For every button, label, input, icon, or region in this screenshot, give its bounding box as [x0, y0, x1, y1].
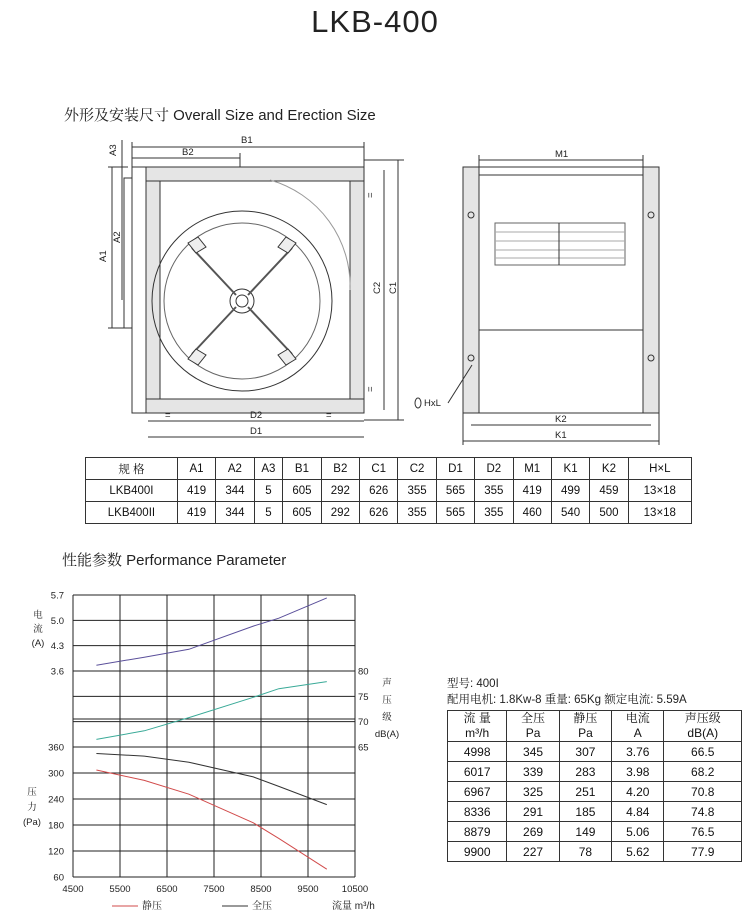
dim-c2-label: C2: [372, 281, 383, 294]
current-tick-label: 5.0: [50, 615, 64, 627]
side-view-drawing: [410, 145, 680, 445]
table-cell: 419: [513, 480, 551, 502]
table-cell: 4998: [448, 742, 507, 762]
table-row: [86, 480, 692, 502]
dim-k1-label: K1: [555, 430, 567, 441]
table-row: [448, 842, 742, 862]
table-cell: 291: [507, 802, 559, 822]
dim-eq-mark: =: [326, 410, 332, 421]
table-cell: 13×18: [628, 502, 691, 524]
pressure-axis-label: 压: [27, 787, 37, 798]
table-cell: 460: [513, 502, 551, 524]
dim-k2-label: K2: [555, 414, 567, 425]
front-view-drawing: [95, 135, 425, 445]
fan-wheel-outer: [152, 211, 332, 391]
dim-a2-label: A2: [112, 231, 123, 243]
pressure-tick-label: 120: [48, 846, 64, 858]
dim-m1-label: M1: [555, 149, 569, 160]
table-header-cell: C2: [398, 458, 436, 480]
table-cell: LKB400II: [86, 502, 178, 524]
table-header-cell: B1: [283, 458, 321, 480]
table-cell: 251: [559, 782, 611, 802]
table-cell: 292: [321, 480, 359, 502]
current-axis-label: 电: [33, 610, 43, 621]
table-cell: 13×18: [628, 480, 691, 502]
pressure-axis-label: 力: [27, 802, 37, 813]
table-header-cell: B2: [321, 458, 359, 480]
table-header-cell: D1: [436, 458, 474, 480]
perf-section-title: 性能参数 Performance Parameter: [62, 552, 287, 569]
noise-tick-label: 65: [358, 742, 369, 754]
table-cell: 185: [559, 802, 611, 822]
dim-hxl-label: HxL: [424, 398, 441, 409]
legend-label: 全压: [252, 901, 272, 912]
table-cell: 76.5: [664, 822, 742, 842]
noise-tick-label: 70: [358, 717, 369, 729]
header-line: 流 量: [463, 711, 491, 725]
table-row: [448, 822, 742, 842]
x-tick-label: 10500: [341, 884, 369, 895]
table-header-cell: A2: [216, 458, 254, 480]
table-header-row: [86, 458, 692, 480]
header-line: 静压: [573, 711, 598, 725]
table-cell: 66.5: [664, 742, 742, 762]
table-row: [448, 802, 742, 822]
table-header-cell: K2: [590, 458, 628, 480]
legend-label: 流量 m³/h: [332, 901, 375, 912]
pressure-tick-label: 60: [53, 872, 64, 884]
table-cell: 227: [507, 842, 559, 862]
housing-outline: [132, 167, 364, 413]
table-row: [86, 502, 692, 524]
table-cell: 605: [283, 480, 321, 502]
noise-axis-label: 声: [382, 678, 392, 689]
header-unit: Pa: [578, 726, 593, 740]
dim-b2-label: B2: [182, 147, 194, 158]
table-cell: 419: [177, 480, 215, 502]
noise-axis-label: 压: [382, 695, 392, 706]
dim-d1-label: D1: [250, 426, 263, 437]
table-cell: 6017: [448, 762, 507, 782]
table-cell: 9900: [448, 842, 507, 862]
table-cell: 355: [475, 502, 513, 524]
header-unit: Pa: [525, 726, 541, 740]
noise-tick-label: 75: [358, 691, 369, 703]
table-cell: 5: [254, 480, 283, 502]
dim-a1-label: A1: [98, 250, 109, 262]
table-cell: 344: [216, 502, 254, 524]
perf-spec-line: 配用电机: 1.8Kw-8 重量: 65Kg 额定电流: 5.59A: [447, 694, 687, 706]
table-header-cell: K1: [551, 458, 589, 480]
pressure-axis-label: (Pa): [23, 817, 41, 828]
size-section-title: 外形及安装尺寸 Overall Size and Erection Size: [64, 107, 376, 124]
table-cell: 605: [283, 502, 321, 524]
table-cell: 339: [507, 762, 559, 782]
table-cell: 8879: [448, 822, 507, 842]
table-cell: 3.76: [612, 742, 664, 762]
table-header-row: [448, 711, 742, 742]
table-header-cell: 规 格: [86, 458, 178, 480]
table-header-cell: [559, 711, 611, 742]
noise-tick-label: 80: [358, 666, 369, 678]
dim-a3-label: A3: [108, 144, 119, 156]
performance-chart: [0, 580, 440, 915]
table-cell: 540: [551, 502, 589, 524]
series-line-pressure: [96, 754, 326, 805]
table-cell: 8336: [448, 802, 507, 822]
table-cell: 355: [398, 480, 436, 502]
dim-eq-mark: =: [365, 192, 376, 198]
dim-eq-mark: =: [165, 410, 171, 421]
noise-axis-label: 级: [382, 712, 392, 723]
table-header-cell: A1: [177, 458, 215, 480]
table-header-cell: C1: [360, 458, 398, 480]
series-line-current: [96, 598, 326, 665]
table-cell: 307: [559, 742, 611, 762]
table-header-cell: [448, 711, 507, 742]
dim-eq-mark: =: [365, 386, 376, 392]
header-line: 电流: [625, 711, 650, 725]
table-cell: 74.8: [664, 802, 742, 822]
current-tick-label: 3.6: [50, 666, 64, 678]
table-row: [448, 762, 742, 782]
legend-label: 静压: [142, 901, 162, 912]
table-header-cell: M1: [513, 458, 551, 480]
table-cell: 345: [507, 742, 559, 762]
table-cell: 5: [254, 502, 283, 524]
table-cell: 325: [507, 782, 559, 802]
x-tick-label: 8500: [250, 884, 272, 895]
table-cell: 5.62: [612, 842, 664, 862]
x-tick-label: 7500: [203, 884, 225, 895]
header-unit: A: [633, 726, 642, 740]
x-tick-label: 4500: [62, 884, 84, 895]
table-header-cell: [664, 711, 742, 742]
table-row: [448, 742, 742, 762]
table-cell: 565: [436, 480, 474, 502]
table-cell: 626: [360, 502, 398, 524]
table-cell: 459: [590, 480, 628, 502]
current-axis-label: 流: [33, 624, 43, 635]
series-line-pressure: [96, 770, 326, 869]
table-cell: 283: [559, 762, 611, 782]
table-header-cell: A3: [254, 458, 283, 480]
table-cell: 355: [398, 502, 436, 524]
table-header-cell: [612, 711, 664, 742]
current-axis-label: (A): [31, 638, 45, 649]
table-cell: 565: [436, 502, 474, 524]
table-cell: 3.98: [612, 762, 664, 782]
table-cell: 344: [216, 480, 254, 502]
table-cell: 500: [590, 502, 628, 524]
table-row: [448, 782, 742, 802]
dim-d2-label: D2: [250, 410, 263, 421]
table-cell: 4.20: [612, 782, 664, 802]
table-cell: 5.06: [612, 822, 664, 842]
table-cell: 419: [177, 502, 215, 524]
table-header-cell: D2: [475, 458, 513, 480]
table-cell: 355: [475, 480, 513, 502]
table-cell: 4.84: [612, 802, 664, 822]
table-cell: LKB400I: [86, 480, 178, 502]
x-tick-label: 5500: [109, 884, 131, 895]
header-line: 全压: [521, 711, 546, 725]
table-cell: 77.9: [664, 842, 742, 862]
current-tick-label: 4.3: [50, 641, 64, 653]
pressure-tick-label: 360: [48, 742, 64, 754]
table-cell: 70.8: [664, 782, 742, 802]
dim-b1-label: B1: [241, 135, 253, 146]
table-header-cell: H×L: [628, 458, 691, 480]
header-line: 声压级: [684, 711, 721, 725]
x-tick-label: 6500: [156, 884, 178, 895]
model-title: LKB-400: [311, 4, 439, 39]
performance-table: [447, 710, 742, 862]
dimension-spec-table: [85, 457, 692, 524]
table-cell: 68.2: [664, 762, 742, 782]
table-cell: 626: [360, 480, 398, 502]
table-header-cell: [507, 711, 559, 742]
header-unit: dB(A): [687, 726, 719, 740]
pressure-tick-label: 240: [48, 794, 64, 806]
table-cell: 269: [507, 822, 559, 842]
noise-axis-label: dB(A): [374, 729, 400, 740]
perf-model-line: 型号: 400I: [447, 678, 499, 690]
dim-c1-label: C1: [388, 281, 399, 294]
x-tick-label: 9500: [297, 884, 319, 895]
table-cell: 292: [321, 502, 359, 524]
current-tick-label: 5.7: [50, 590, 64, 602]
table-cell: 6967: [448, 782, 507, 802]
pressure-tick-label: 300: [48, 768, 64, 780]
hole-symbol-icon: [415, 398, 421, 408]
table-cell: 78: [559, 842, 611, 862]
table-cell: 499: [551, 480, 589, 502]
table-cell: 149: [559, 822, 611, 842]
pressure-tick-label: 180: [48, 820, 64, 832]
series-line-noise: [96, 682, 326, 740]
header-unit: m³/h: [465, 726, 490, 740]
